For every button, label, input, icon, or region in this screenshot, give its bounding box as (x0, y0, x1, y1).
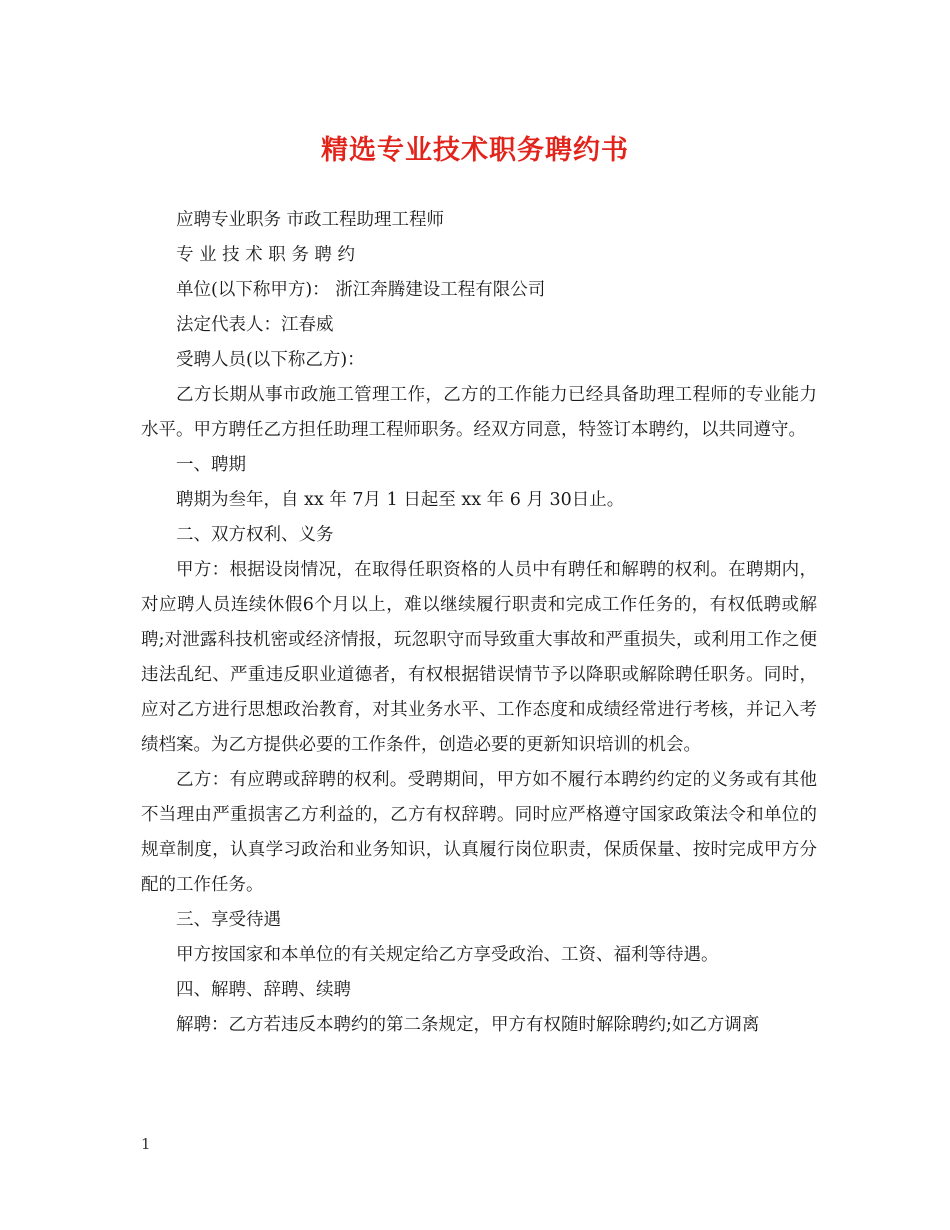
section-heading: 三、享受待遇 (176, 910, 281, 930)
paragraph: 专 业 技 术 职 务 聘 约 (176, 245, 355, 265)
paragraph: 应聘专业职务 市政工程助理工程师 (176, 210, 445, 230)
paragraph: 受聘人员(以下称乙方)： (176, 350, 365, 370)
document-body (141, 203, 817, 1043)
paragraph: 单位(以下称甲方)： 浙江奔腾建设工程有限公司 (176, 280, 546, 300)
section-heading: 四、解聘、辞聘、续聘 (176, 980, 351, 1000)
paragraph: 聘期为叁年，自 xx 年 7月 1 日起至 xx 年 6 月 30日止。 (176, 490, 625, 510)
paragraph: 乙方：有应聘或辞聘的权利。受聘期间，甲方如不履行本聘约约定的义务或有其他不当理由严重损害乙方利益的，乙方有权辞聘。同时应严格遵守国家政策法令和单位的规章制度，认真学习政治和业务知识，认真履行岗位职责，保质保量、按时完成甲方分配的工作任务。 (141, 770, 817, 895)
document-title: 精选专业技术职务聘约书 (321, 135, 629, 166)
paragraph: 法定代表人：江春威 (176, 315, 334, 335)
paragraph: 乙方长期从事市政施工管理工作，乙方的工作能力已经具备助理工程师的专业能力水平。甲方聘任乙方担任助理工程师职务。经双方同意，特签订本聘约，以共同遵守。 (141, 385, 817, 440)
paragraph: 甲方：根据设岗情况，在取得任职资格的人员中有聘任和解聘的权利。在聘期内，对应聘人员连续休假6个月以上，难以继续履行职责和完成工作任务的，有权低聘或解聘;对泄露科技机密或经济情报，玩忽职守而导致重大事故和严重损失，或利用工作之便违法乱纪、严重违反职业道德者，有权根据错误情节予以降职或解除聘任职务。同时，应对乙方进行思想政治教育，对其业务水平、工作态度和成绩经常进行考核，并记入考绩档案。为乙方提供必要的工作条件，创造必要的更新知识培训的机会。 (141, 560, 817, 755)
section-heading: 二、双方权利、义务 (176, 525, 334, 545)
section-heading: 一、聘期 (176, 455, 246, 475)
page-number: 1 (141, 1135, 151, 1153)
paragraph: 甲方按国家和本单位的有关规定给乙方享受政治、工资、福利等待遇。 (176, 945, 719, 965)
paragraph: 解聘：乙方若违反本聘约的第二条规定，甲方有权随时解除聘约;如乙方调离 (176, 1015, 760, 1035)
